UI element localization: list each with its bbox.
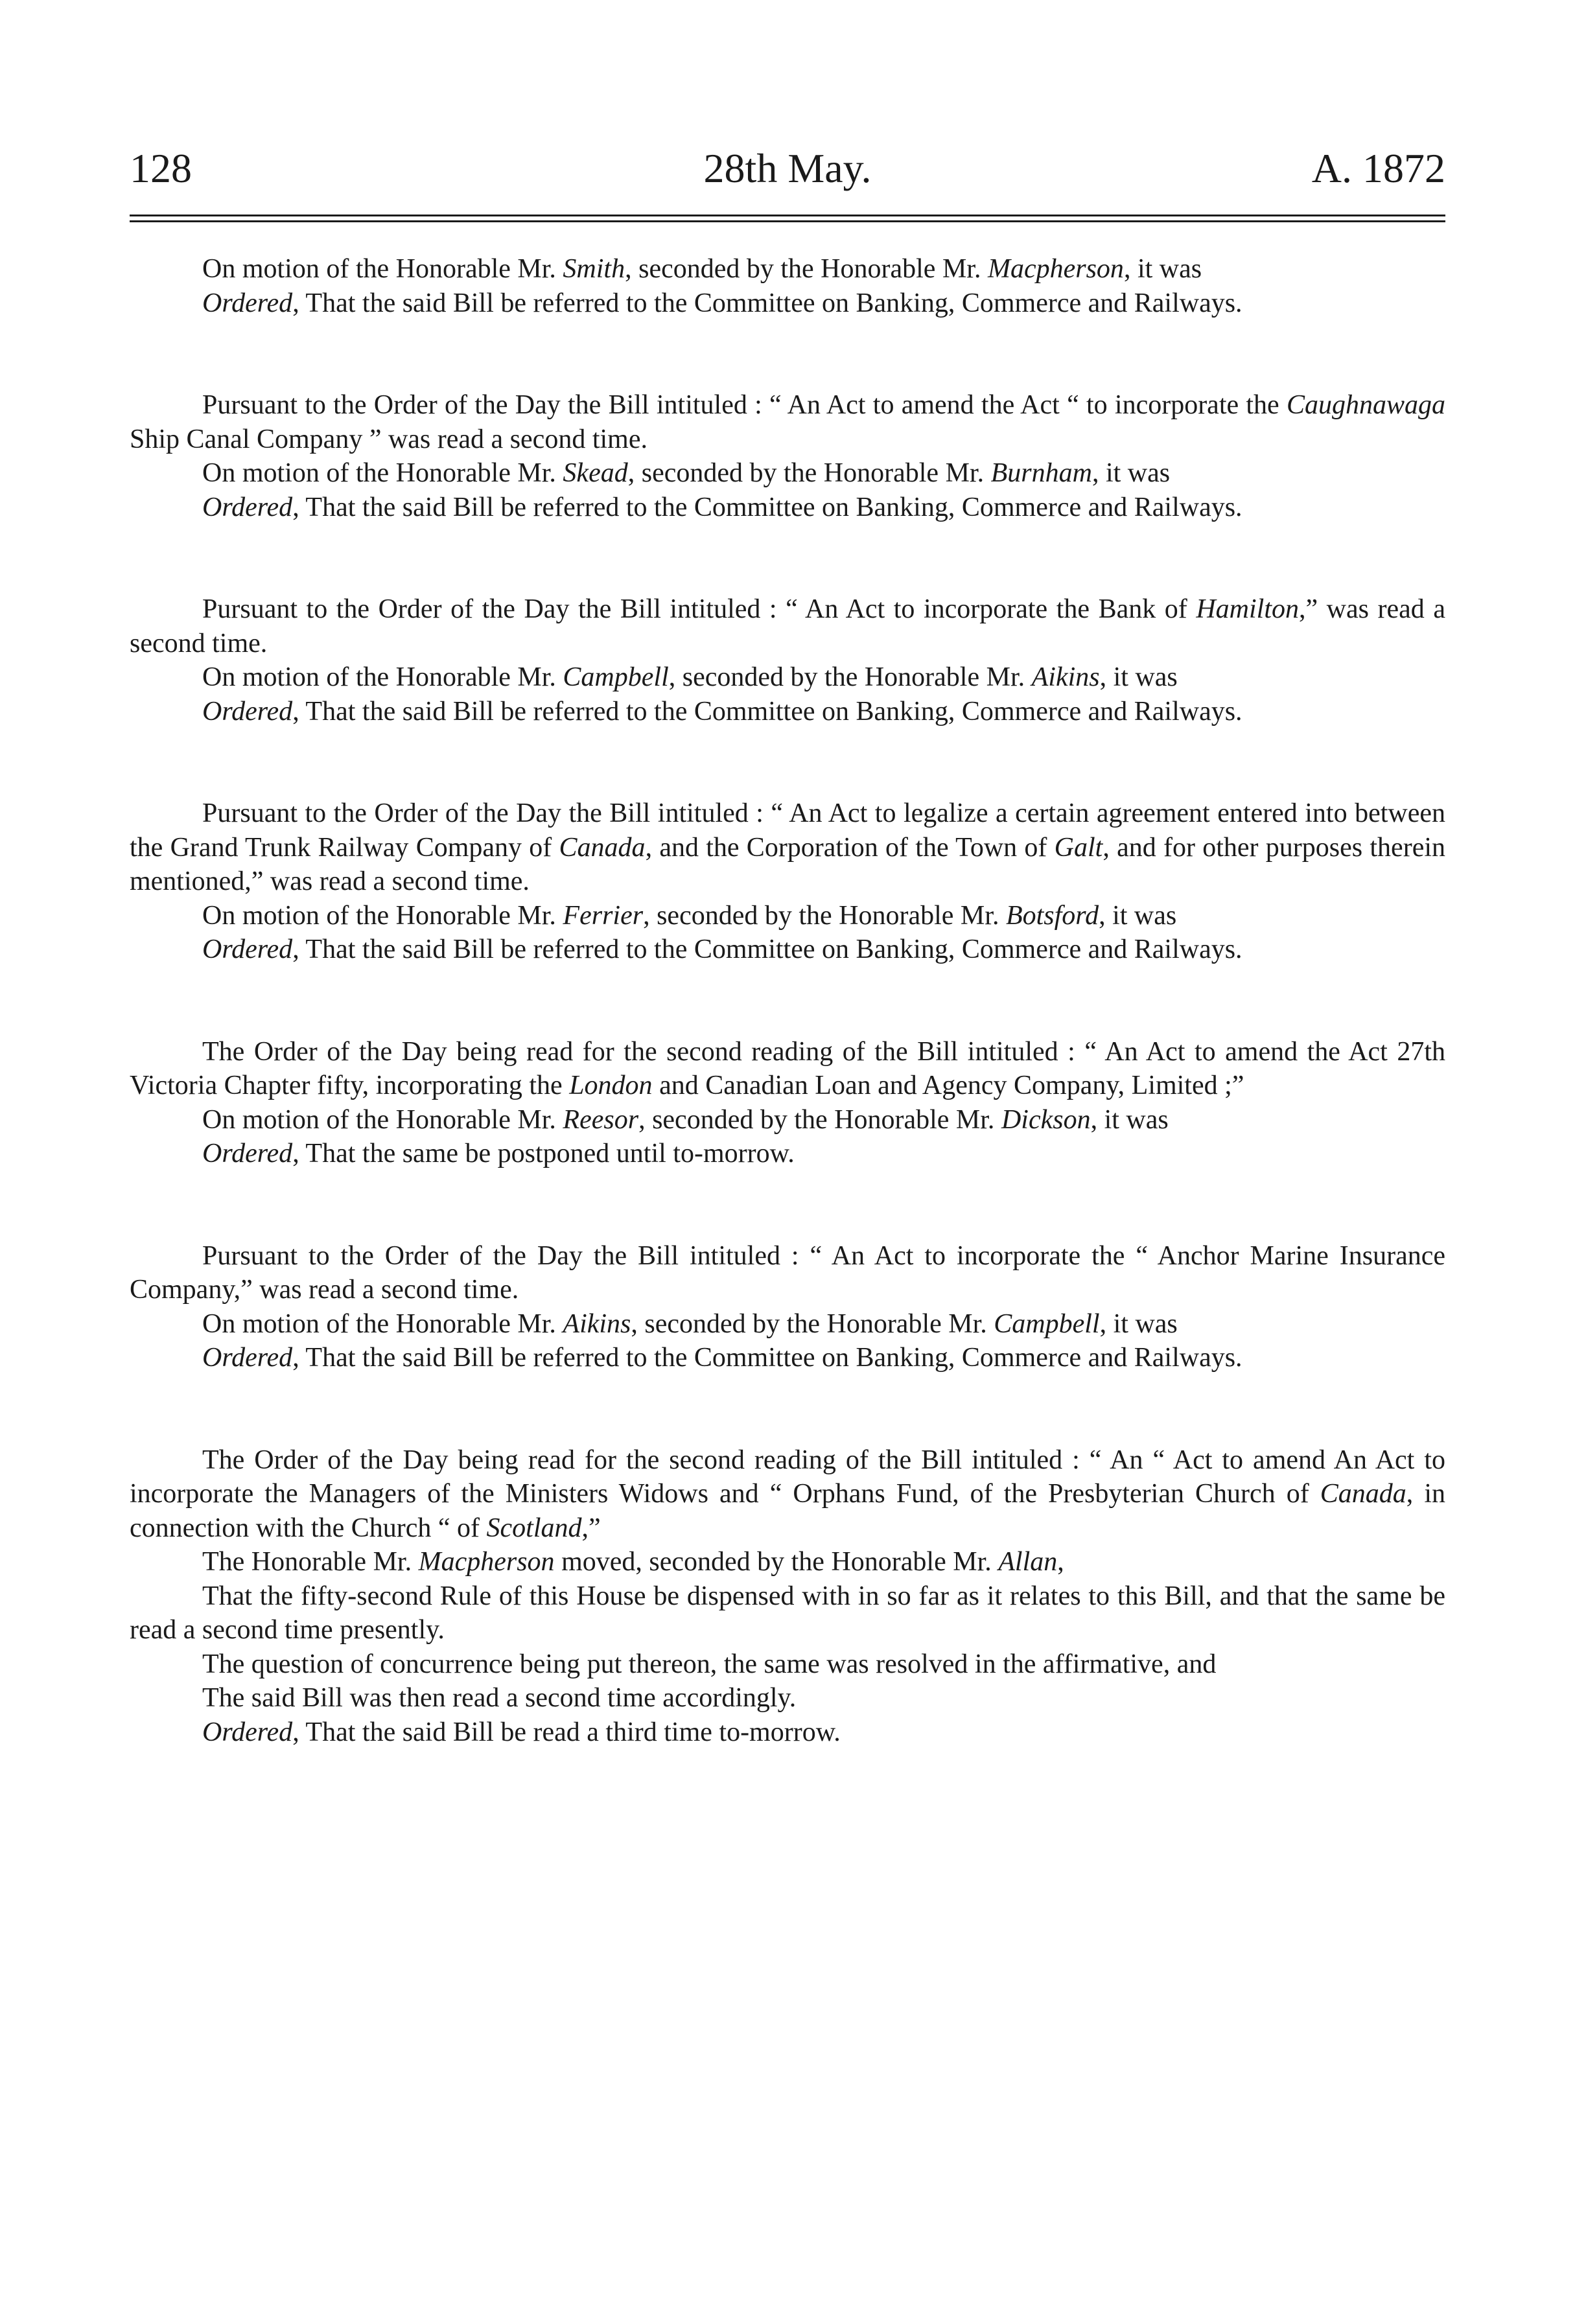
entry-paragraph: The question of concurrence being put thereon, the same was resolved in the affirmative, and	[202, 1649, 1217, 1679]
italic-term: Allan	[998, 1547, 1058, 1577]
entry-paragraph: Ordered, That the said Bill be referred to the Committee on Banking, Commerce and Railways.	[202, 696, 1242, 726]
entry-paragraph: On motion of the Honorable Mr. Campbell, seconded by the Honorable Mr. Aikins, it was	[202, 662, 1178, 692]
entry-paragraph: The said Bill was then read a second time accordingly.	[202, 1683, 797, 1713]
journal-entry	[130, 1035, 1445, 1171]
entry-paragraph: Ordered, That the said Bill be referred to the Committee on Banking, Commerce and Railways.	[202, 1343, 1242, 1373]
italic-term: Ordered	[202, 696, 293, 726]
document-page	[130, 139, 1445, 1749]
journal-entry	[130, 1239, 1445, 1375]
running-header	[130, 139, 1445, 211]
italic-term: London	[569, 1071, 653, 1100]
italic-term: Canada	[559, 832, 646, 863]
italic-term: Aikins	[1031, 662, 1100, 692]
italic-term: Reesor	[563, 1104, 639, 1135]
entry-paragraph: The Order of the Day being read for the second reading of the Bill intituled : “ An “ Act to amend An Act to incorporate the Managers of the Ministers Widows and “ Orphans Fund, of the Presbyterian Church of Canada, in connection with the Church “ of Scotland,”	[130, 1445, 1445, 1543]
entry-paragraph: The Order of the Day being read for the second reading of the Bill intituled : “ An Act to amend the Act 27th Victoria Chapter fifty, incorporating the London and Canadian Loan and Agency Company, Limited ;”	[130, 1036, 1445, 1100]
italic-term: Campbell	[994, 1308, 1100, 1339]
entry-paragraph: Pursuant to the Order of the Day the Bill intituled : “ An Act to legalize a certain agreement entered into between the Grand Trunk Railway Company of Canada, and the Corporation of the Town of Galt, and for other purposes therein mentioned,” was read a second time.	[130, 798, 1445, 896]
journal-entry	[130, 592, 1445, 728]
entry-paragraph: On motion of the Honorable Mr. Aikins, seconded by the Honorable Mr. Campbell, it was	[202, 1308, 1178, 1339]
header-year: A. 1872	[1311, 145, 1445, 191]
journal-entry	[130, 388, 1445, 524]
italic-term: Ordered	[202, 1717, 293, 1747]
italic-term: Macpherson	[418, 1547, 555, 1577]
journal-body	[130, 252, 1445, 1749]
entry-paragraph: On motion of the Honorable Mr. Smith, seconded by the Honorable Mr. Macpherson, it was	[202, 254, 1202, 284]
italic-term: Campbell	[563, 662, 669, 692]
italic-term: Ordered	[202, 1343, 293, 1373]
italic-term: Botsford	[1005, 900, 1099, 931]
header-rule-bottom	[130, 220, 1445, 222]
italic-term: Ordered	[202, 1139, 293, 1168]
italic-term: Ordered	[202, 492, 293, 522]
entry-paragraph: Ordered, That the said Bill be read a third time to-morrow.	[202, 1717, 841, 1747]
entry-paragraph: On motion of the Honorable Mr. Skead, seconded by the Honorable Mr. Burnham, it was	[202, 458, 1171, 488]
entry-paragraph: Ordered, That the same be postponed until to-morrow.	[202, 1139, 795, 1168]
entry-paragraph: That the fifty-second Rule of this House be dispensed with in so far as it relates to this Bill, and that the same be read a second time presently.	[130, 1581, 1445, 1645]
entry-paragraph: Pursuant to the Order of the Day the Bill intituled : “ An Act to incorporate the “ Anchor Marine Insurance Company,” was read a second time.	[130, 1240, 1445, 1305]
italic-term: Galt	[1054, 832, 1103, 863]
italic-term: Aikins	[563, 1308, 631, 1339]
italic-term: Smith	[563, 254, 625, 284]
entry-paragraph: On motion of the Honorable Mr. Ferrier, seconded by the Honorable Mr. Botsford, it was	[202, 900, 1177, 931]
journal-entry	[130, 1443, 1445, 1750]
italic-term: Ordered	[202, 288, 293, 318]
entry-paragraph: Pursuant to the Order of the Day the Bill intituled : “ An Act to amend the Act “ to incorporate the Caughnawaga Ship Canal Company ” was read a second time.	[130, 390, 1445, 454]
header-rule-top	[130, 215, 1445, 216]
entry-paragraph: Ordered, That the said Bill be referred to the Committee on Banking, Commerce and Railways.	[202, 935, 1242, 964]
entry-paragraph: Pursuant to the Order of the Day the Bill intituled : “ An Act to incorporate the Bank of Hamilton,” was read a second time.	[130, 594, 1445, 658]
italic-term: Burnham	[990, 458, 1092, 488]
entry-paragraph: The Honorable Mr. Macpherson moved, seconded by the Honorable Mr. Allan,	[202, 1547, 1064, 1577]
entry-paragraph: Ordered, That the said Bill be referred to the Committee on Banking, Commerce and Railways.	[202, 492, 1242, 522]
italic-term: Ordered	[202, 935, 293, 964]
italic-term: Macpherson	[987, 254, 1124, 284]
page-number: 128	[130, 145, 192, 191]
italic-term: Hamilton	[1196, 594, 1299, 624]
italic-term: Ferrier	[563, 900, 644, 931]
italic-term: Scotland	[486, 1513, 582, 1543]
entry-paragraph: Ordered, That the said Bill be referred to the Committee on Banking, Commerce and Railways.	[202, 288, 1242, 318]
italic-term: Caughnawaga	[1286, 390, 1445, 420]
italic-term: Skead	[563, 458, 628, 488]
journal-entry	[130, 796, 1445, 967]
italic-term: Dickson	[1001, 1104, 1091, 1135]
header-date: 28th May.	[703, 145, 872, 191]
entry-paragraph: On motion of the Honorable Mr. Reesor, seconded by the Honorable Mr. Dickson, it was	[202, 1104, 1169, 1135]
italic-term: Canada	[1320, 1479, 1406, 1509]
journal-entry	[130, 252, 1445, 320]
